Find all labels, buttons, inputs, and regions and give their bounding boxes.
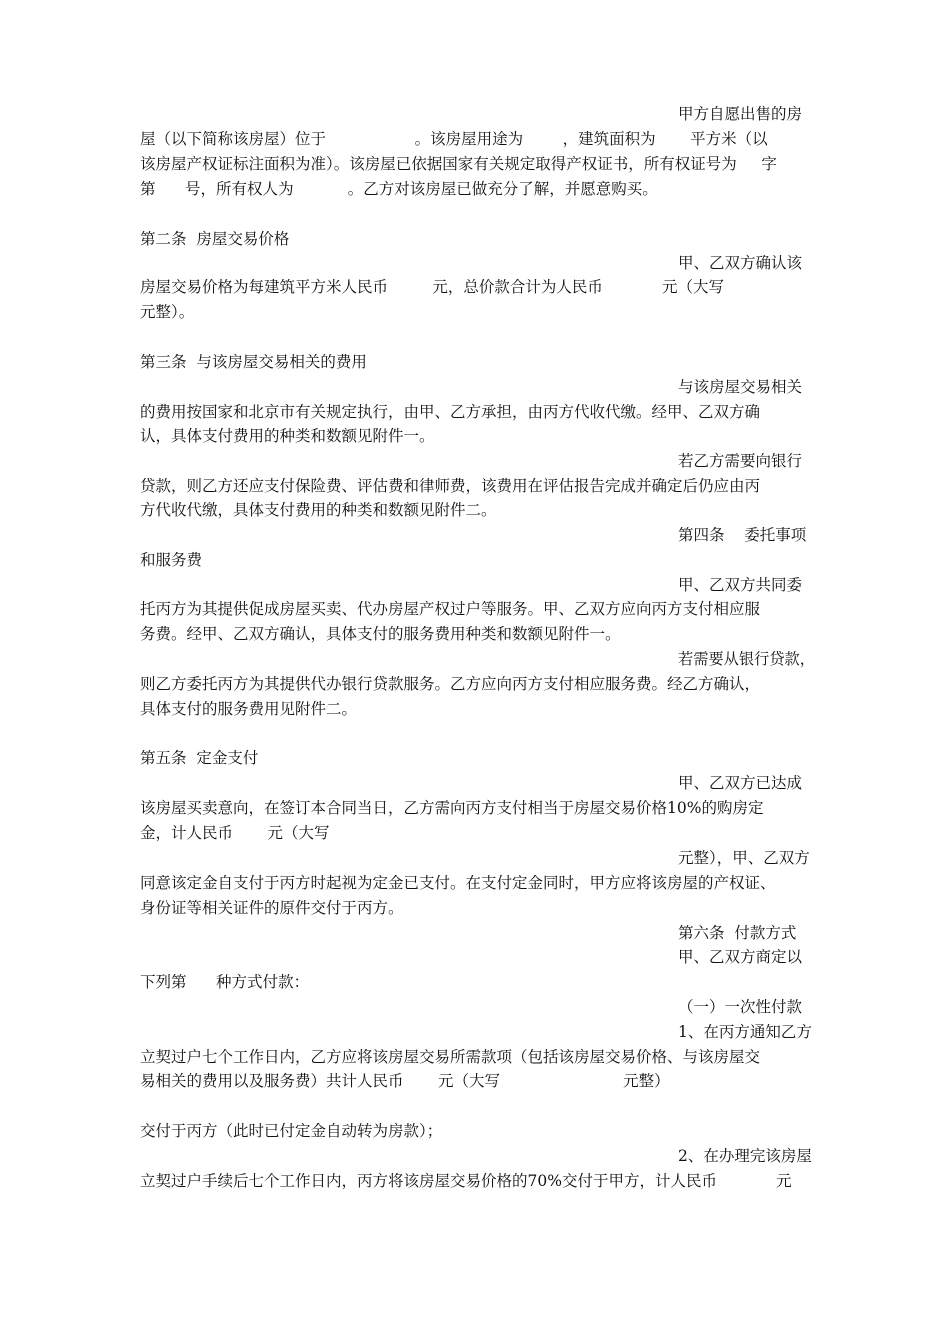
- text-line: 的费用按国家和北京市有关规定执行，由甲、乙方承担，由丙方代收代缴。经甲、乙双方确: [140, 403, 761, 421]
- text-line: 具体支付的服务费用见附件二。: [140, 700, 358, 718]
- text-line: 元整），甲、乙双方: [678, 849, 810, 867]
- text-line: 同意该定金自支付于丙方时起视为定金已支付。在支付定金同时，甲方应将该房屋的产权证、: [140, 874, 776, 892]
- text-line: 下列第 种方式付款：: [140, 973, 310, 991]
- text-line: 甲方自愿出售的房: [678, 105, 803, 123]
- section-heading: 第六条 付款方式: [678, 924, 797, 942]
- text-line: 元整）。: [140, 303, 195, 321]
- text-line: 与该房屋交易相关: [678, 378, 803, 396]
- text-line: 贷款，则乙方还应支付保险费、评估费和律师费，该费用在评估报告完成并确定后仍应由丙: [140, 477, 761, 495]
- text-line: 该房屋买卖意向，在签订本合同当日，乙方需向丙方支付相当于房屋交易价格10%的购房定: [140, 799, 764, 817]
- text-line: 务费。经甲、乙双方确认，具体支付的服务费用种类和数额见附件一。: [140, 625, 621, 643]
- section-heading: 第五条 定金支付: [140, 749, 259, 767]
- text-line: 若需要从银行贷款，: [678, 650, 816, 668]
- section-heading: 第四条 委托事项: [678, 526, 807, 544]
- text-line: 甲、乙双方商定以: [678, 948, 803, 966]
- text-line: 立契过户七个工作日内，乙方应将该房屋交易所需款项（包括该房屋交易价格、与该房屋交: [140, 1048, 761, 1066]
- text-line: 交付于丙方（此时已付定金自动转为房款）；: [140, 1122, 443, 1140]
- text-line: 若乙方需要向银行: [678, 452, 803, 470]
- text-line: 甲、乙双方已达成: [678, 774, 803, 792]
- text-line: 屋（以下简称该房屋）位于 。该房屋用途为 ，建筑面积为 平方米（以: [140, 130, 768, 148]
- text-line: 托丙方为其提供促成房屋买卖、代办房屋产权过户等服务。甲、乙双方应向丙方支付相应服: [140, 600, 761, 618]
- text-line: 身份证等相关证件的原件交付于丙方。: [140, 899, 404, 917]
- text-line: 甲、乙双方确认该: [678, 254, 803, 272]
- text-line: 认，具体支付费用的种类和数额见附件一。: [140, 427, 435, 445]
- section-heading: 第三条 与该房屋交易相关的费用: [140, 353, 367, 371]
- section-heading-continued: 和服务费: [140, 551, 203, 569]
- text-line: 易相关的费用以及服务费）共计人民币 元（大写 元整）: [140, 1072, 670, 1090]
- text-line: 房屋交易价格为每建筑平方米人民币 元，总价款合计为人民币 元（大写: [140, 278, 724, 296]
- text-line: 则乙方委托丙方为其提供代办银行贷款服务。乙方应向丙方支付相应服务费。经乙方确认，: [140, 675, 761, 693]
- text-line: 甲、乙双方共同委: [678, 576, 803, 594]
- text-line: 第 号，所有权人为 。乙方对该房屋已做充分了解，并愿意购买。: [140, 180, 658, 198]
- text-line: 该房屋产权证标注面积为准）。该房屋已依据国家有关规定取得产权证书，所有权证号为 字: [140, 155, 777, 173]
- text-line: 立契过户手续后七个工作日内，丙方将该房屋交易价格的70%交付于甲方，计人民币 元: [140, 1172, 792, 1190]
- text-line: 金，计人民币 元（大写: [140, 824, 330, 842]
- section-heading: 第二条 房屋交易价格: [140, 230, 290, 248]
- text-line: 方代收代缴，具体支付费用的种类和数额见附件二。: [140, 501, 497, 519]
- text-line: 2、在办理完该房屋: [678, 1147, 812, 1165]
- sub-heading: （一）一次性付款: [678, 998, 803, 1016]
- text-line: 1、在丙方通知乙方: [678, 1023, 812, 1041]
